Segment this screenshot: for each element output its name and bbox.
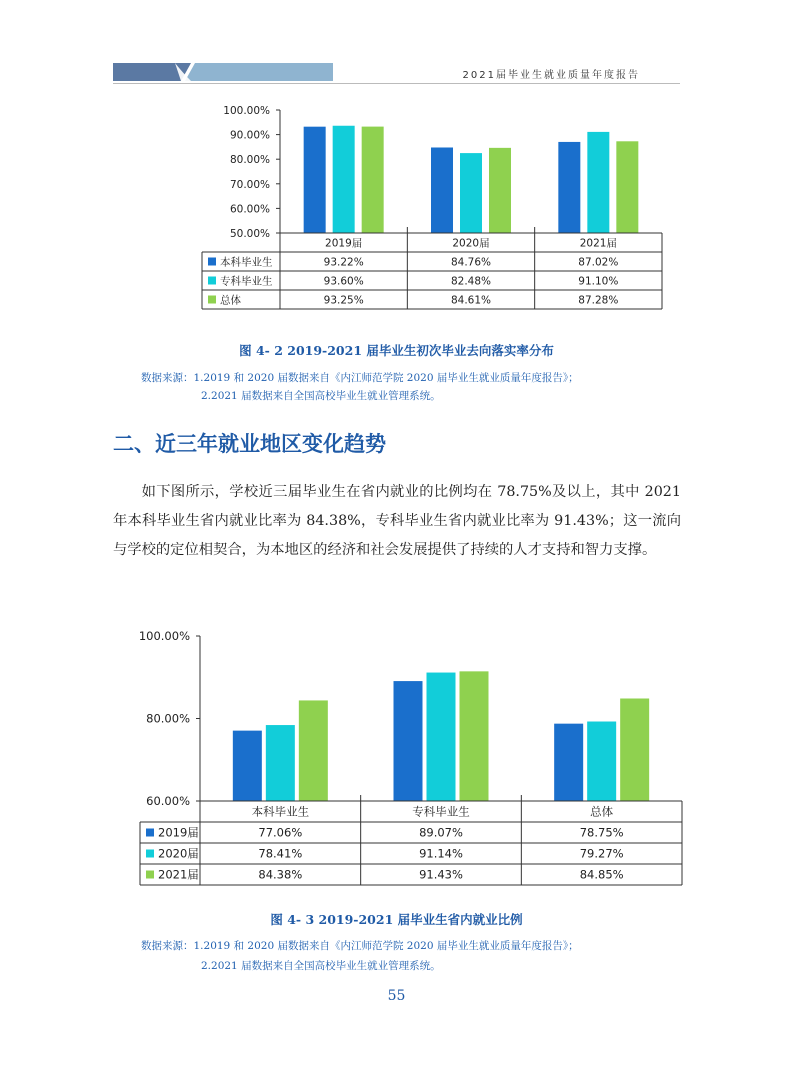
data-label: 91.14%	[419, 846, 463, 861]
legend-label: 2019届	[158, 825, 199, 840]
category-label: 2020届	[452, 237, 490, 250]
figure1-source-line1: 数据来源：1.2019 和 2020 届数据来自《内江师范学院 2020 届毕业生就业质量年度报告》；	[141, 372, 579, 384]
figure2-source-line2: 2.2021 届数据来自全国高校毕业生就业管理系统。	[201, 960, 441, 972]
y-tick-label: 100.00%	[138, 629, 190, 643]
bar-1-2	[587, 722, 616, 801]
bar-0-1	[394, 681, 423, 801]
data-label: 78.75%	[579, 825, 624, 840]
y-tick-label: 70.00%	[229, 178, 270, 191]
data-label: 91.43%	[419, 867, 463, 882]
y-tick-label: 80.00%	[229, 154, 270, 167]
data-label: 84.76%	[450, 256, 492, 269]
category-label: 专科毕业生	[412, 804, 470, 819]
category-label: 总体	[590, 804, 614, 819]
section-paragraph: 如下图所示，学校近三届毕业生在省内就业的比例均在 78.75%及以上，其中 2021 年本科毕业生省内就业比率为 84.38%，专科毕业生省内就业比率为 91.43%；这一流向与学校的定位相契合，为本地区的经济和社会发展提供了持续的人才支持和智力支撑。	[113, 484, 681, 558]
bar-0-0	[233, 731, 262, 801]
y-tick-label: 80.00%	[146, 711, 190, 726]
bar-2-2	[620, 698, 649, 801]
data-label: 89.07%	[419, 825, 463, 840]
legend-label: 2021届	[158, 867, 199, 882]
data-label: 79.27%	[579, 846, 624, 861]
y-tick-label: 90.00%	[229, 129, 270, 142]
bar-1-0	[266, 725, 295, 801]
data-label: 91.10%	[578, 275, 619, 288]
legend-swatch-2	[146, 871, 154, 879]
data-label: 82.48%	[450, 275, 492, 288]
data-label: 87.02%	[578, 256, 619, 269]
legend-label: 总体	[220, 294, 241, 307]
legend-swatch-1	[146, 850, 154, 858]
header-title: 2021届毕业生就业质量年度报告	[462, 70, 640, 81]
category-label: 2021届	[579, 237, 617, 250]
legend-label: 2020届	[158, 846, 199, 861]
figure1-source-line2: 2.2021 届数据来自全国高校毕业生就业管理系统。	[201, 390, 441, 402]
data-label: 93.25%	[323, 294, 364, 307]
data-label: 77.06%	[258, 825, 303, 840]
bar-0-2	[554, 724, 583, 801]
legend-label: 本科毕业生	[220, 256, 273, 269]
data-label: 87.28%	[578, 294, 619, 307]
legend-swatch-0	[146, 829, 154, 837]
data-label: 84.38%	[258, 867, 303, 882]
y-tick-label: 100.00%	[223, 105, 270, 117]
bar-2-1	[460, 671, 489, 801]
data-label: 93.22%	[323, 256, 364, 269]
bar-2-0	[299, 700, 328, 801]
data-label: 78.41%	[258, 846, 303, 861]
figure2-caption: 图 4- 3 2019-2021 届毕业生省内就业比例	[270, 912, 523, 927]
page-number: 55	[387, 988, 406, 1004]
y-tick-label: 60.00%	[229, 203, 270, 216]
data-label: 93.60%	[323, 275, 364, 288]
figure1-caption: 图 4- 2 2019-2021 届毕业生初次毕业去向落实率分布	[239, 343, 554, 358]
category-label: 本科毕业生	[251, 804, 310, 819]
figure2-source-line1: 数据来源：1.2019 和 2020 届数据来自《内江师范学院 2020 届毕业生就业质量年度报告》；	[141, 940, 579, 952]
legend-label: 专科毕业生	[220, 275, 273, 288]
data-label: 84.61%	[450, 294, 492, 307]
y-tick-label: 50.00%	[229, 228, 270, 240]
data-label: 84.85%	[579, 867, 624, 882]
section-heading: 二、近三年就业地区变化趋势	[113, 432, 386, 456]
bar-1-1	[427, 673, 456, 801]
y-tick-label: 60.00%	[146, 794, 190, 808]
category-label: 2019届	[325, 237, 363, 250]
